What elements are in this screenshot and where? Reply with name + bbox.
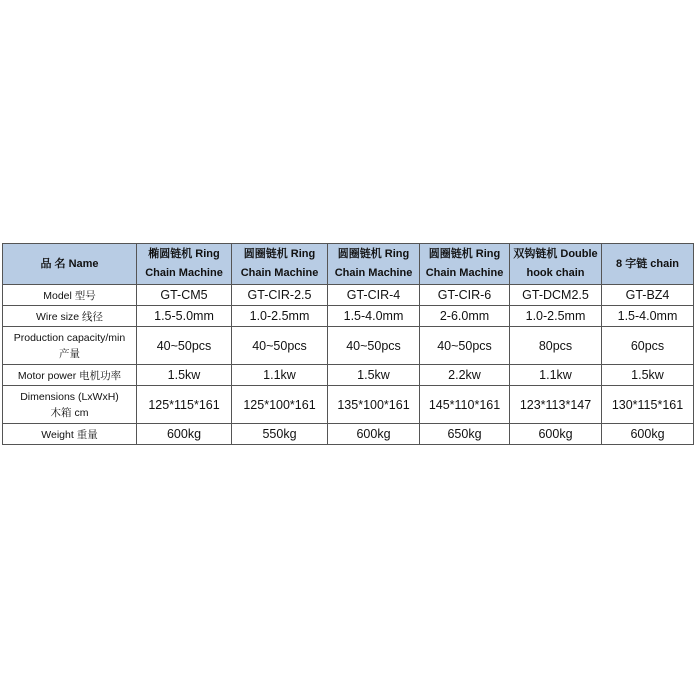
table-cell: 550kg	[232, 424, 328, 445]
table-cell: GT-DCM2.5	[510, 285, 602, 306]
table-cell: 650kg	[420, 424, 510, 445]
header-line: Chain Machine	[240, 267, 319, 279]
table-cell: 1.5-4.0mm	[602, 306, 694, 327]
table-cell: 40~50pcs	[232, 327, 328, 365]
table-cell: 1.0-2.5mm	[232, 306, 328, 327]
row-label-line: 产量	[59, 347, 80, 360]
table-row-wire-size	[3, 306, 694, 327]
header-line: Chain Machine	[334, 267, 413, 279]
row-label: Weight 重量	[3, 424, 137, 445]
row-label: Motor power 电机功率	[3, 365, 137, 386]
table-cell: 123*113*147	[510, 386, 602, 424]
table-cell: 600kg	[137, 424, 232, 445]
row-label	[3, 327, 137, 365]
row-label: Wire size 线径	[3, 306, 137, 327]
header-cell-cir-4	[328, 244, 420, 285]
table-row-dimensions	[3, 386, 694, 424]
table-cell: 600kg	[602, 424, 694, 445]
row-label-line: 木箱 cm	[50, 406, 89, 419]
header-line: 双钩链机 Double	[513, 248, 598, 260]
row-label-line: Production capacity/min	[13, 331, 126, 344]
header-cell-dcm2-5	[510, 244, 602, 285]
row-label-line: Dimensions (LxWxH)	[20, 390, 119, 403]
table-cell: 40~50pcs	[420, 327, 510, 365]
table-cell: GT-CM5	[137, 285, 232, 306]
spec-table	[2, 243, 694, 445]
header-cell-cir-6	[420, 244, 510, 285]
header-cell-bz4	[602, 244, 694, 285]
header-line: 圆圈链机 Ring	[337, 248, 410, 260]
header-line: 圆圈链机 Ring	[243, 248, 316, 260]
header-name-cell: 品 名 Name	[3, 244, 137, 285]
table-cell: GT-CIR-6	[420, 285, 510, 306]
table-cell: 1.1kw	[232, 365, 328, 386]
table-cell: GT-CIR-2.5	[232, 285, 328, 306]
table-cell: 1.5kw	[328, 365, 420, 386]
header-cell-cir-2-5	[232, 244, 328, 285]
header-row	[3, 244, 694, 285]
table-cell: 125*100*161	[232, 386, 328, 424]
header-line: 圆圈链机 Ring	[428, 248, 501, 260]
table-cell: 145*110*161	[420, 386, 510, 424]
table-cell: 2.2kw	[420, 365, 510, 386]
table-cell: 1.5-5.0mm	[137, 306, 232, 327]
table-row-motor-power	[3, 365, 694, 386]
table-cell: 1.5-4.0mm	[328, 306, 420, 327]
table-cell: 1.5kw	[137, 365, 232, 386]
table-cell: 40~50pcs	[137, 327, 232, 365]
table-cell: 2-6.0mm	[420, 306, 510, 327]
header-line: Chain Machine	[145, 267, 223, 279]
table-cell: 80pcs	[510, 327, 602, 365]
table-cell: 130*115*161	[602, 386, 694, 424]
table-cell: 1.0-2.5mm	[510, 306, 602, 327]
table-row-production-capacity	[3, 327, 694, 365]
header-line: 椭圆链机 Ring	[148, 248, 220, 260]
row-label: Model 型号	[3, 285, 137, 306]
table-row-model	[3, 285, 694, 306]
table-cell: GT-BZ4	[602, 285, 694, 306]
table-cell: 125*115*161	[137, 386, 232, 424]
table-cell: 600kg	[510, 424, 602, 445]
row-label	[3, 386, 137, 424]
table-cell: 40~50pcs	[328, 327, 420, 365]
table-cell: 600kg	[328, 424, 420, 445]
header-line: Chain Machine	[425, 267, 504, 279]
header-line: 8 字链 chain	[616, 257, 679, 270]
header-line: hook chain	[526, 267, 585, 279]
table-cell: GT-CIR-4	[328, 285, 420, 306]
table-row-weight	[3, 424, 694, 445]
table-cell: 1.1kw	[510, 365, 602, 386]
table-cell: 1.5kw	[602, 365, 694, 386]
table-cell: 60pcs	[602, 327, 694, 365]
header-cell-cm5	[137, 244, 232, 285]
table-cell: 135*100*161	[328, 386, 420, 424]
